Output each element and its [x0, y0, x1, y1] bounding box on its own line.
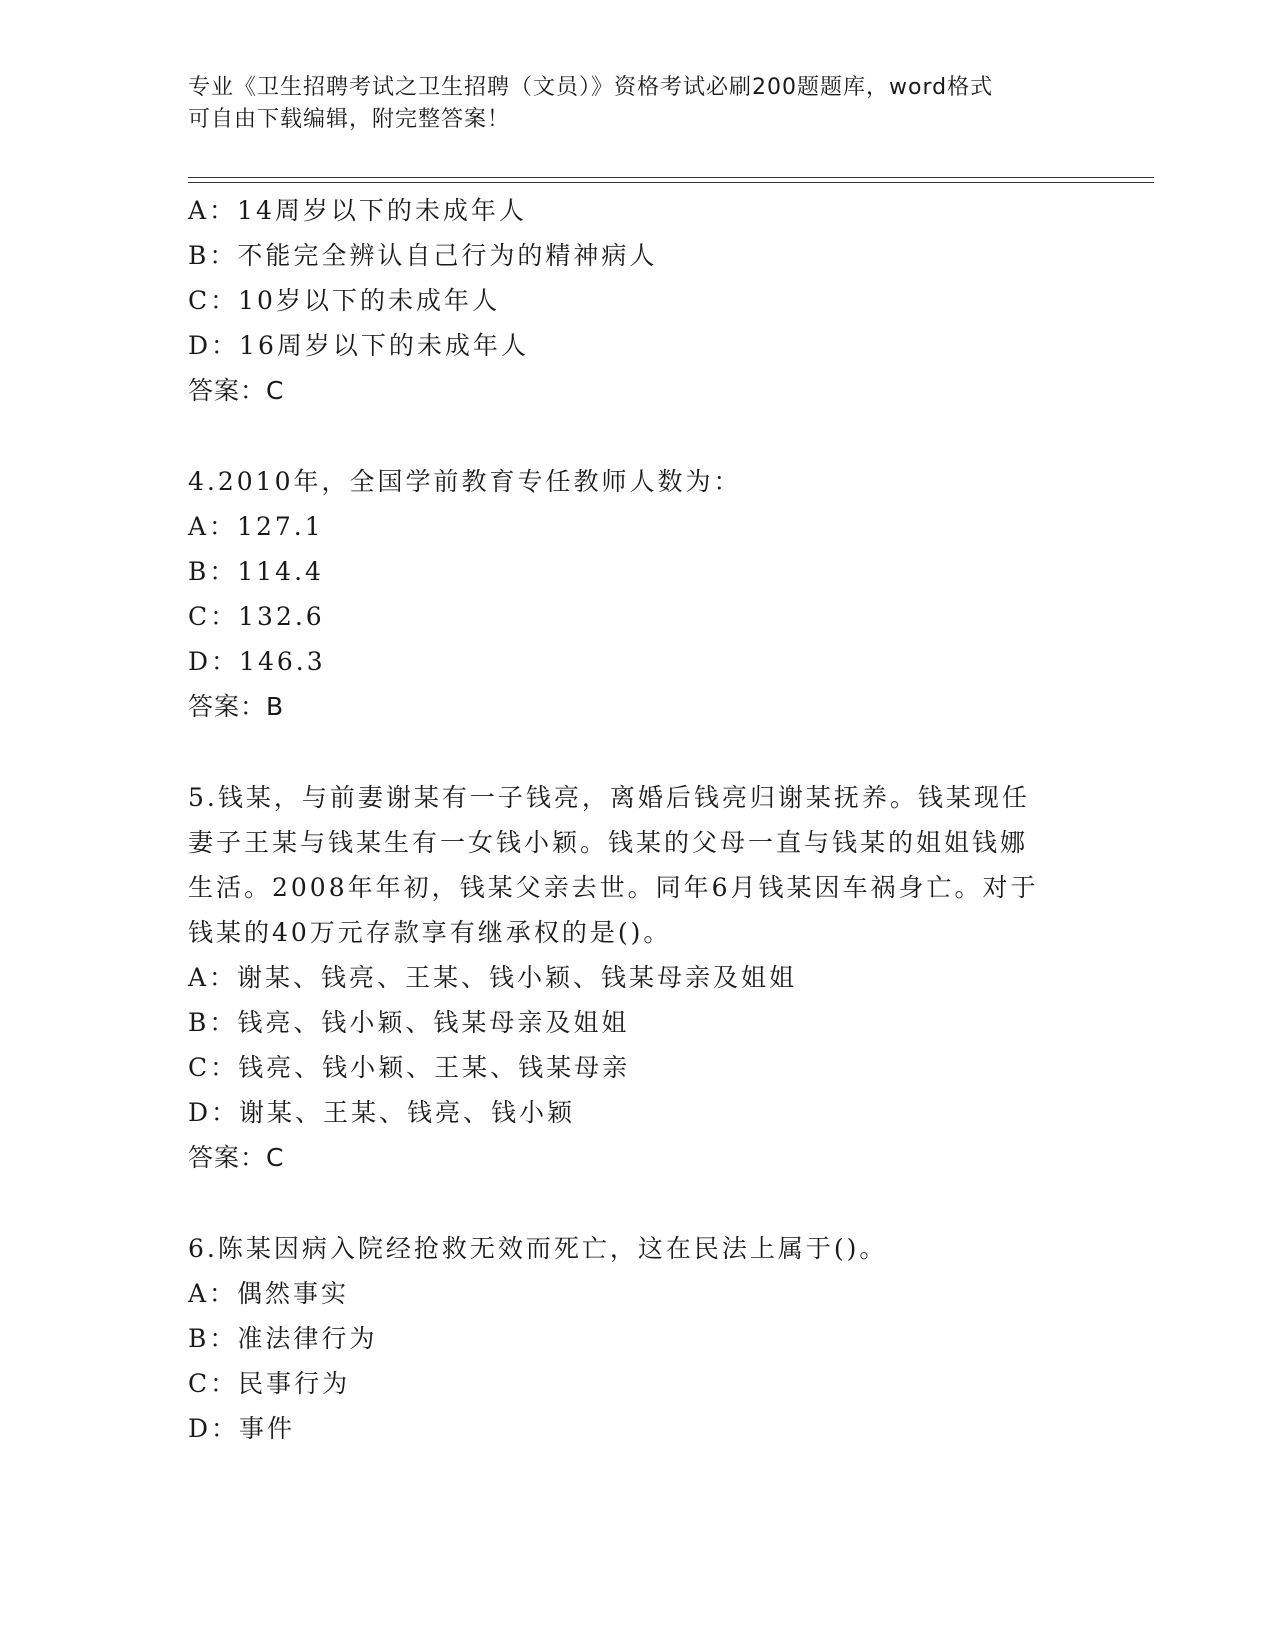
spacer	[188, 413, 1088, 459]
option-d: D：事件	[188, 1414, 296, 1443]
header-divider-top	[188, 177, 1154, 178]
option-a: A：偶然事实	[188, 1279, 350, 1308]
option-a: A：127.1	[188, 512, 324, 541]
question-3	[188, 188, 1088, 413]
question-stem-line-1: 5.钱某，与前妻谢某有一子钱亮，离婚后钱亮归谢某抚养。钱某现任	[188, 783, 1030, 812]
option-b: B：钱亮、钱小颖、钱某母亲及姐姐	[188, 1008, 630, 1037]
spacer	[188, 729, 1088, 775]
header-divider-bottom	[188, 182, 1154, 183]
answer-line: 答案：C	[188, 376, 285, 405]
question-stem-line-3: 生活。2008年年初，钱某父亲去世。同年6月钱某因车祸身亡。对于	[188, 873, 1039, 902]
spacer	[188, 1180, 1088, 1226]
question-stem: 4.2010年，全国学前教育专任教师人数为：	[188, 467, 742, 496]
option-a: A：14周岁以下的未成年人	[188, 196, 527, 225]
header-title-line-1: 专业《卫生招聘考试之卫生招聘（文员）》资格考试必刷200题题库，word格式	[188, 75, 994, 100]
option-a: A：谢某、钱亮、王某、钱小颖、钱某母亲及姐姐	[188, 963, 798, 992]
question-stem-line-2: 妻子王某与钱某生有一女钱小颖。钱某的父母一直与钱某的姐姐钱娜	[188, 828, 1029, 857]
option-d: D：16周岁以下的未成年人	[188, 331, 529, 360]
option-b: B：准法律行为	[188, 1324, 378, 1353]
option-c: C：10岁以下的未成年人	[188, 286, 500, 315]
header-title-line-2: 可自由下载编辑，附完整答案！	[188, 107, 511, 132]
option-c: C：132.6	[188, 602, 325, 631]
document-header	[188, 72, 1068, 136]
question-5	[188, 775, 1088, 1180]
question-stem: 6.陈某因病入院经抢救无效而死亡，这在民法上属于()。	[188, 1234, 888, 1263]
option-c: C：民事行为	[188, 1369, 351, 1398]
question-stem-line-4: 钱某的40万元存款享有继承权的是()。	[188, 918, 672, 947]
document-body	[188, 188, 1088, 1451]
question-4	[188, 459, 1088, 729]
option-d: D：谢某、王某、钱亮、钱小颖	[188, 1098, 576, 1127]
question-6	[188, 1226, 1088, 1451]
option-d: D：146.3	[188, 647, 326, 676]
option-c: C：钱亮、钱小颖、王某、钱某母亲	[188, 1053, 631, 1082]
answer-line: 答案：B	[188, 692, 285, 721]
option-b: B：114.4	[188, 557, 324, 586]
answer-line: 答案：C	[188, 1143, 285, 1172]
option-b: B：不能完全辨认自己行为的精神病人	[188, 241, 658, 270]
